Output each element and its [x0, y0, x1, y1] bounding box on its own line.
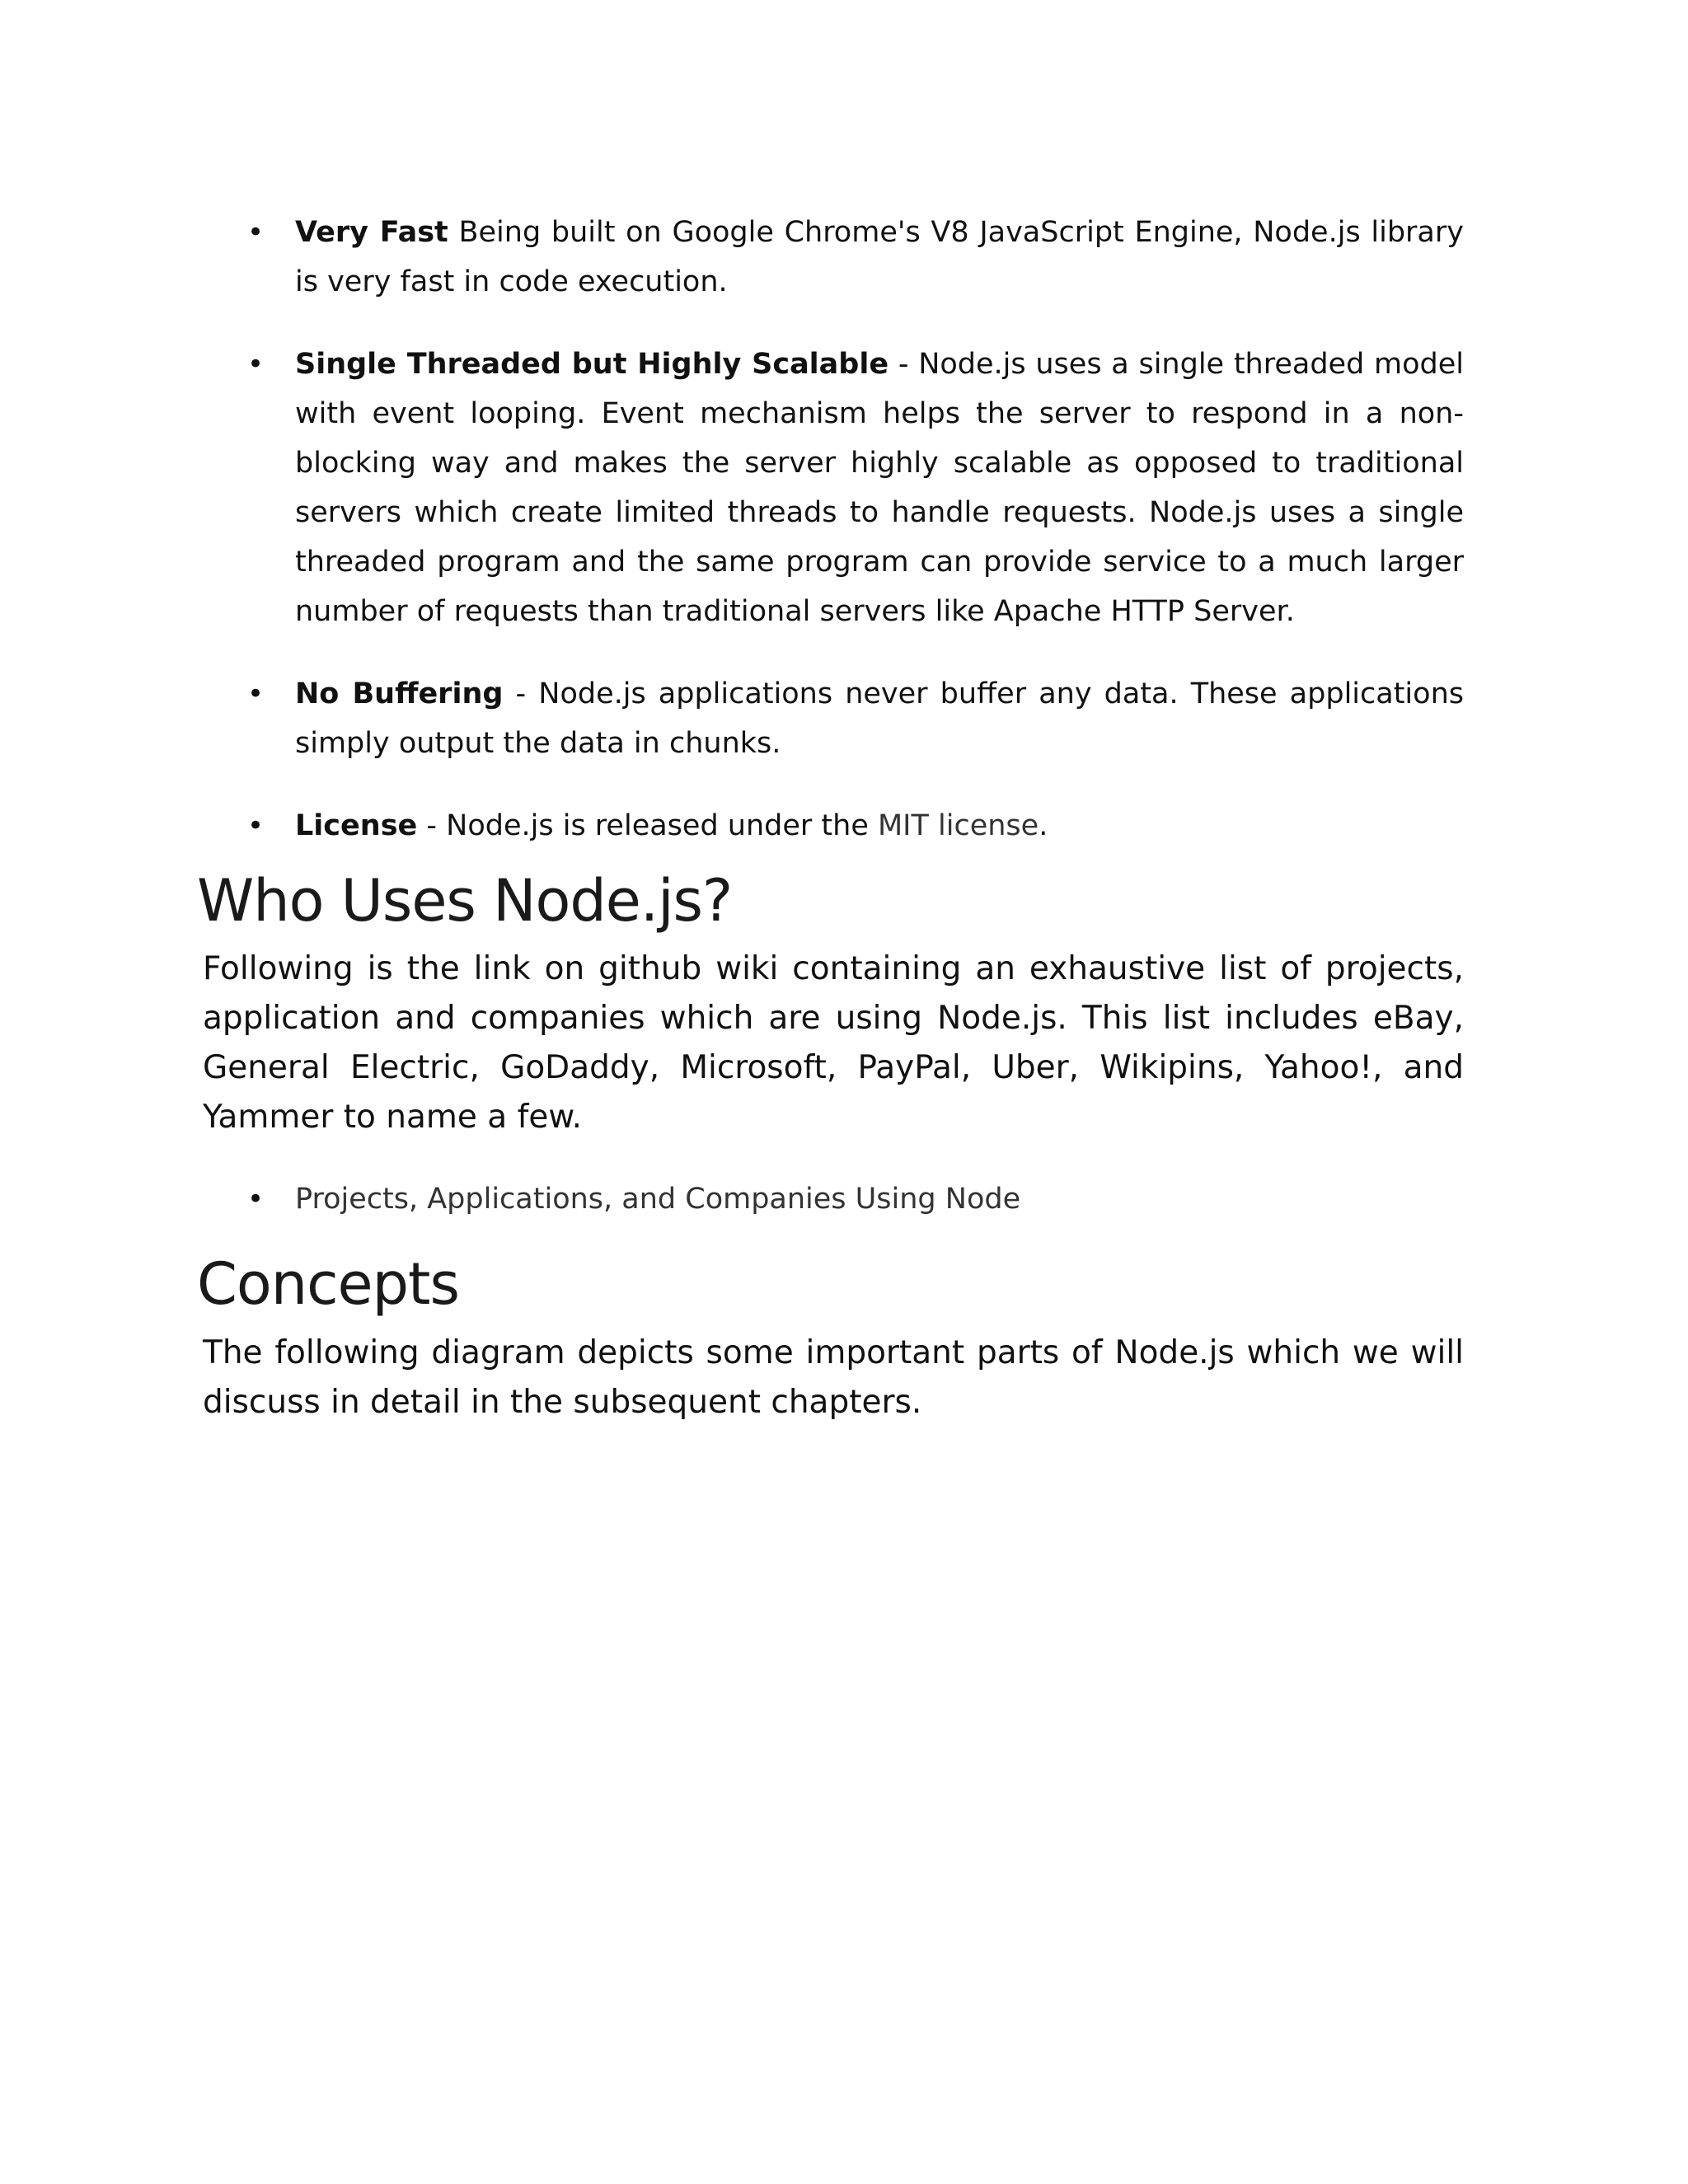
feature-trailing: .: [1039, 809, 1048, 842]
who-uses-paragraph: Following is the link on github wiki containing an exhaustive list of projects, application and companies which are using Node.js. This list includes eBay, General Electric, GoDaddy, Microsoft, PayPal, Uber, Wikipins, Yahoo!, and Yammer to name a few.: [203, 950, 1464, 1136]
who-uses-links: [247, 1174, 1464, 1224]
feature-term: Very Fast: [295, 216, 448, 249]
concepts-paragraph: The following diagram depicts some important parts of Node.js which we will discuss in detail in the subsequent chapters.: [203, 1334, 1464, 1421]
feature-term: No Buffering: [295, 677, 504, 710]
section-heading-concepts: Concepts: [197, 1250, 459, 1318]
feature-item-no-buffering: [247, 669, 1464, 768]
projects-using-node-link[interactable]: Projects, Applications, and Companies Using Node: [295, 1183, 1021, 1216]
feature-term: Single Threaded but Highly Scalable: [295, 348, 889, 381]
bullet-icon: •: [247, 348, 265, 381]
feature-separator: -: [417, 809, 447, 842]
list-item: [247, 1174, 1464, 1224]
feature-text: Being built on Google Chrome's V8 JavaScript Engine, Node.js library is very fast in code execution.: [295, 216, 1464, 298]
section-heading-who-uses: Who Uses Node.js?: [197, 867, 733, 935]
feature-separator: -: [503, 677, 539, 710]
bullet-icon: •: [247, 677, 265, 710]
features-list: [247, 208, 1464, 883]
feature-item-single-threaded: [247, 340, 1464, 636]
feature-text: Node.js is released under the: [446, 809, 878, 842]
mit-license-link[interactable]: MIT license: [877, 809, 1039, 842]
feature-text: Node.js applications never buffer any data. These applications simply output the data in chunks.: [295, 677, 1464, 760]
bullet-icon: •: [247, 216, 265, 249]
bullet-icon: •: [247, 1183, 265, 1216]
feature-text: Node.js uses a single threaded model with event looping. Event mechanism helps the server to respond in a non-blocking way and makes the server highly scalable as opposed to traditional servers which create limited threads to handle requests. Node.js uses a single threaded program and the same program can provide service to a much larger number of requests than traditional servers like Apache HTTP Server.: [295, 348, 1465, 628]
feature-separator: -: [889, 348, 919, 381]
bullet-icon: •: [247, 809, 265, 842]
feature-separator: [448, 216, 459, 249]
feature-item-license: [247, 801, 1464, 851]
feature-item-very-fast: [247, 208, 1464, 307]
feature-term: License: [295, 809, 418, 842]
